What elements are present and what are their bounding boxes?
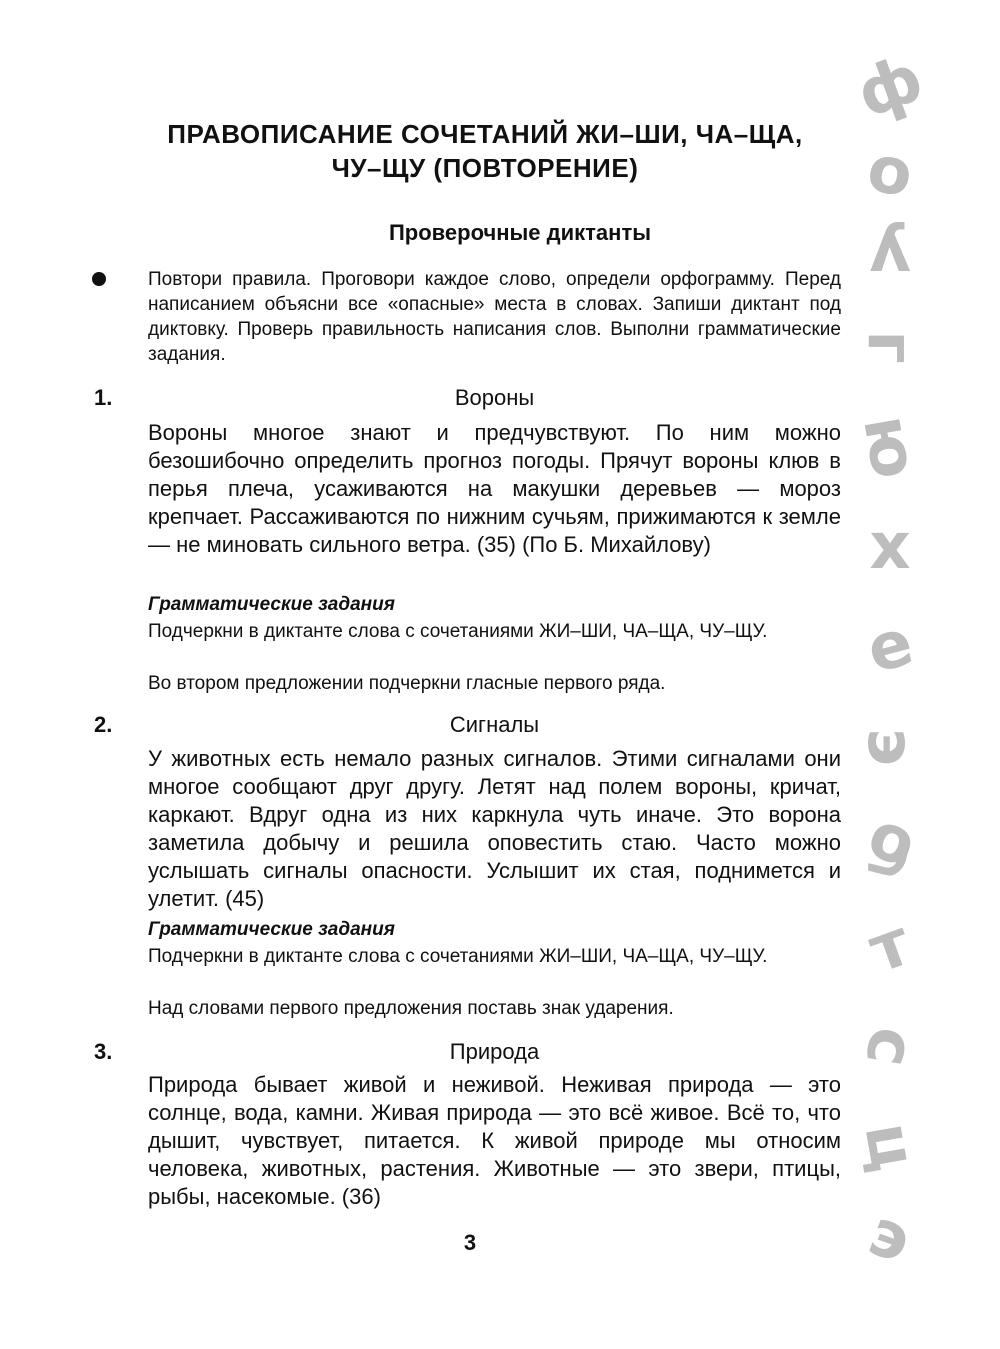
alphabet-letter: т (859, 905, 921, 989)
exercise-3-text: Природа бывает живой и неживой. Неживая природа — это солнце, вода, камни. Живая природа — это всё живое. Всё то, что дышит, чувствует, питается. К живой природе мы относим человека, животных, растения. Животные — это звери, птицы, рыбы, насекомые. (36) (148, 1072, 841, 1209)
alphabet-letter: х (869, 510, 911, 584)
exercise-3-number: 3. (94, 1039, 113, 1064)
page-title (100, 117, 870, 185)
exercise-1-number: 1. (94, 385, 113, 410)
exercise-2-number: 2. (94, 712, 113, 737)
alphabet-letter: ю (848, 409, 932, 485)
exercise-2-text: У животных есть немало разных сигналов. Этими сигналами они многое сообщают друг другу. Летят над полем вороны, кричат, каркают. Вдруг одна из них каркнула чуть иначе. Это ворона заметила добычу и решила оповестить стаю. Часто можно услышать сигналы опасности. Услышит их стая, поднимется и улетит. (45) (148, 746, 841, 911)
exercise-2-task-1: Подчеркни в диктанте слова с сочетаниями ЖИ–ШИ, ЧА–ЩА, ЧУ–ЩУ. (148, 946, 768, 967)
alphabet-strip (840, 41, 940, 1310)
bullet-icon (92, 272, 106, 286)
exercise-1-title: Вороны (454, 385, 535, 410)
exercise-3-title: Природа (449, 1039, 540, 1064)
exercise-1-text: Вороны многое знают и предчувствуют. По ним можно безошибочно определить прогноз погоды. Прячут вороны клюв в перья плеча, усаживаются на макушки деревьев — мороз крепчает. Рассаживаются по нижним сучьям, прижимаются к земле — не миновать сильного ветра. (35) (По Б. Михайлову) (148, 420, 841, 557)
page-title-line-1: ПРАВОПИСАНИЕ СОЧЕТАНИЙ ЖИ–ШИ, ЧА–ЩА, (167, 119, 803, 149)
exercise-1-task-1: Подчеркни в диктанте слова с сочетаниями ЖИ–ШИ, ЧА–ЩА, ЧУ–ЩУ. (148, 621, 768, 642)
page-number: 3 (463, 1230, 477, 1255)
exercise-1-grammar-heading: Грамматические задания (148, 594, 395, 615)
alphabet-letter: ф (847, 41, 933, 133)
alphabet-letter: е (859, 605, 921, 689)
exercise-2-grammar-heading: Грамматические задания (148, 919, 395, 940)
intro-instructions: Повтори правила. Проговори каждое слово, определи орфограмму. Перед написанием объясни все «опасные» места в словах. Запиши диктант под диктовку. Проверь правильность написания слов. Выполни грамматические задания. (148, 269, 841, 365)
alphabet-letter: ц (849, 1117, 931, 1177)
alphabet-letter: с (850, 1021, 930, 1073)
alphabet-letter: б (856, 804, 924, 890)
page-title-line-2: ЧУ–ЩУ (ПОВТОРЕНИЕ) (331, 153, 639, 183)
alphabet-letter: э (853, 728, 927, 766)
exercise-1-task-2: Во втором предложении подчеркни гласные первого ряда. (148, 673, 666, 694)
alphabet-letter: г (853, 330, 927, 364)
exercise-2-task-2: Над словами первого предложения поставь знак ударения. (148, 998, 674, 1019)
alphabet-letter: у (869, 220, 911, 294)
exercise-2-title: Сигналы (449, 712, 540, 737)
alphabet-letter: э (859, 1195, 921, 1279)
alphabet-letter: о (861, 131, 919, 213)
section-subtitle: Проверочные диктанты (388, 220, 652, 245)
